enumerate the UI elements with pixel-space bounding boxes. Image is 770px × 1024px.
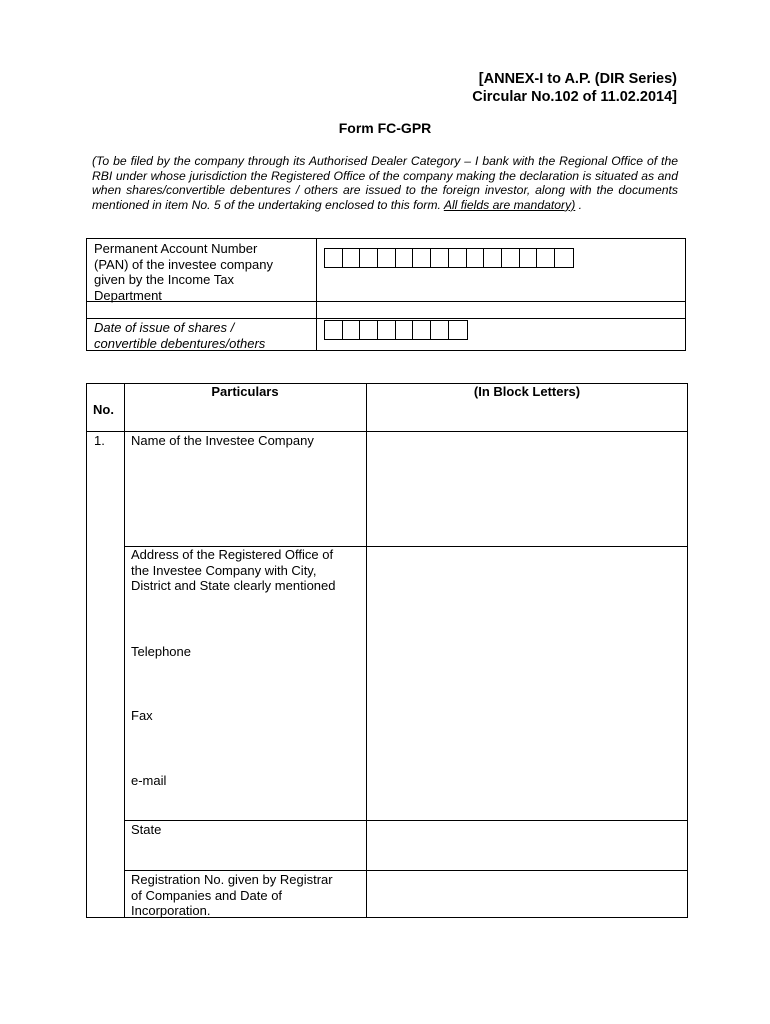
pan-char-box[interactable] bbox=[555, 249, 573, 267]
pan-char-box[interactable] bbox=[413, 249, 431, 267]
column-header-no: No. bbox=[93, 402, 114, 417]
intro-paragraph bbox=[92, 154, 678, 212]
state-label: State bbox=[131, 822, 162, 837]
date-char-box[interactable] bbox=[325, 321, 343, 339]
annex-line-2: Circular No.102 of 11.02.2014] bbox=[472, 89, 677, 105]
pan-char-box[interactable] bbox=[467, 249, 485, 267]
pan-char-box[interactable] bbox=[520, 249, 538, 267]
annex-line-1: [ANNEX-I to A.P. (DIR Series) bbox=[478, 71, 677, 87]
state-field[interactable] bbox=[368, 821, 687, 869]
pan-char-box[interactable] bbox=[343, 249, 361, 267]
date-char-box[interactable] bbox=[343, 321, 361, 339]
pan-char-box[interactable] bbox=[484, 249, 502, 267]
registration-label-line: Incorporation. bbox=[131, 903, 211, 918]
investee-company-name-label: Name of the Investee Company bbox=[131, 433, 314, 448]
registration-label-line: of Companies and Date of bbox=[131, 887, 283, 903]
registered-office-address-label bbox=[131, 547, 335, 594]
pan-label-line: given by the Income Tax bbox=[94, 272, 234, 287]
date-char-box[interactable] bbox=[449, 321, 467, 339]
date-label bbox=[94, 320, 265, 351]
intro-mandatory-note: All fields are mandatory) bbox=[443, 197, 576, 212]
pan-label bbox=[94, 241, 273, 303]
pan-char-box[interactable] bbox=[396, 249, 414, 267]
date-label-line: convertible debentures/others bbox=[94, 335, 266, 351]
registered-office-address-field[interactable] bbox=[368, 547, 687, 819]
pan-char-box[interactable] bbox=[325, 249, 343, 267]
row-number: 1. bbox=[94, 433, 105, 448]
address-label-line: the Investee Company with City, bbox=[131, 562, 317, 578]
column-divider bbox=[366, 384, 367, 917]
column-divider bbox=[316, 239, 317, 350]
column-header-particulars: Particulars bbox=[211, 384, 279, 399]
registration-label-line: Registration No. given by Registrar bbox=[131, 872, 333, 887]
column-header-block-letters: (In Block Letters) bbox=[473, 384, 581, 399]
pan-input-boxes[interactable] bbox=[324, 248, 574, 268]
investee-company-name-field[interactable] bbox=[368, 432, 687, 545]
date-char-box[interactable] bbox=[413, 321, 431, 339]
intro-tail: . bbox=[575, 197, 583, 212]
date-char-box[interactable] bbox=[360, 321, 378, 339]
pan-label-line: Permanent Account Number bbox=[94, 241, 258, 256]
date-input-boxes[interactable] bbox=[324, 320, 468, 340]
date-char-box[interactable] bbox=[396, 321, 414, 339]
pan-char-box[interactable] bbox=[449, 249, 467, 267]
form-title: Form FC-GPR bbox=[338, 120, 432, 136]
column-divider bbox=[124, 384, 125, 917]
pan-char-box[interactable] bbox=[360, 249, 378, 267]
pan-char-box[interactable] bbox=[502, 249, 520, 267]
telephone-label: Telephone bbox=[131, 644, 191, 659]
email-label: e-mail bbox=[131, 773, 167, 788]
date-char-box[interactable] bbox=[378, 321, 396, 339]
date-char-box[interactable] bbox=[431, 321, 449, 339]
address-label-line: District and State clearly mentioned bbox=[131, 578, 336, 593]
fax-label: Fax bbox=[131, 708, 153, 723]
pan-label-line: Department bbox=[94, 287, 162, 303]
address-label-line: Address of the Registered Office of bbox=[131, 547, 334, 562]
row-divider bbox=[87, 318, 685, 319]
annex-reference bbox=[472, 70, 677, 106]
registration-number-field[interactable] bbox=[368, 871, 687, 917]
registration-number-label bbox=[131, 872, 333, 919]
date-label-line: Date of issue of shares / bbox=[94, 320, 235, 335]
identification-box bbox=[86, 238, 686, 351]
pan-char-box[interactable] bbox=[431, 249, 449, 267]
particulars-table bbox=[86, 383, 688, 918]
pan-char-box[interactable] bbox=[537, 249, 555, 267]
pan-label-line: (PAN) of the investee company bbox=[94, 256, 273, 272]
pan-char-box[interactable] bbox=[378, 249, 396, 267]
intro-text: (To be filed by the company through its Authorised Dealer Category – I bank with the Regional Office of the RBI under whose jurisdiction the Registered Office of the company making the declaration is situated as and when shares/convertible debentures / others are issued to the foreign investor, along with the documents mentioned in item No. 5 of the undertaking enclosed to this form. bbox=[92, 154, 678, 212]
